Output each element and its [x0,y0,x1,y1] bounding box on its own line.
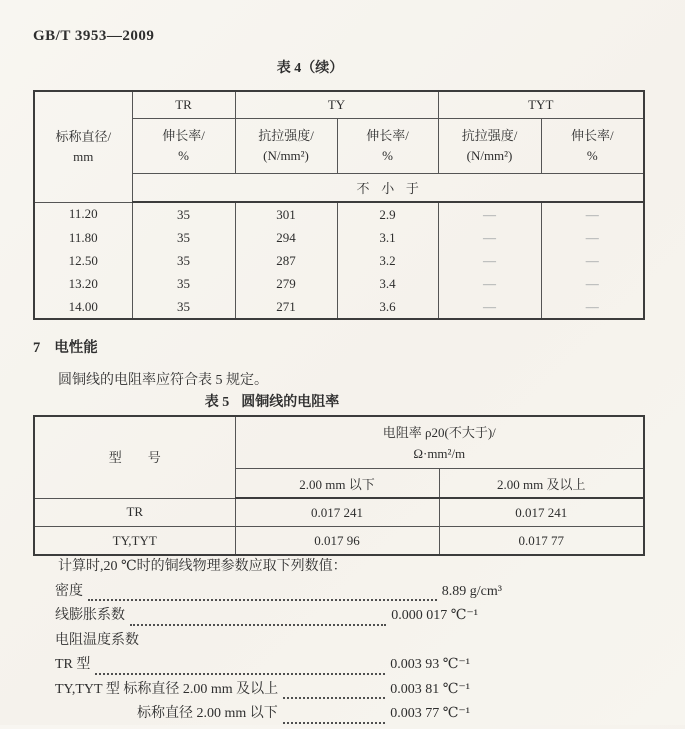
param-label: 线膨胀系数 [55,608,125,623]
param-label: TY,TYT 型 标称直径 2.00 mm 及以上 [55,681,279,697]
table-cell: 271 [235,295,337,319]
section-7-heading [33,336,98,357]
dotted-leader [130,611,386,626]
table-cell: TY,TYT [34,527,235,556]
table4-condition-not-less-than: 不小于 [132,174,644,203]
param-line-ty-above [55,680,470,705]
table-row [34,272,644,295]
table5-resistivity [33,415,645,556]
param-label: 密度 [55,583,83,599]
table-cell: 11.80 [34,226,132,249]
subheader-line1: 抗拉强度/ [258,128,314,143]
table-cell: 3.6 [337,295,438,319]
subheader-line2: % [586,148,598,163]
table4-diameter-header [34,91,132,202]
table-row [34,527,644,556]
table-cell: TR [34,498,235,527]
table-cell: 0.017 241 [439,498,644,527]
table5-caption-title: 圆铜线的电阻率 [241,395,340,410]
resistivity-header-line1: 电阻率 ρ20(不大于)/ [382,424,496,440]
table-row [34,202,644,226]
subheader-line2: (N/mm²) [263,148,309,163]
subheader-line2: % [382,148,393,163]
table-cell: — [438,226,541,249]
table5-subheader-below: 2.00 mm 以下 [235,469,439,499]
subheader-line1: 伸长率/ [570,128,614,143]
table-cell: 35 [132,295,235,319]
param-value: 0.000 017 ℃⁻¹ [391,608,478,623]
subheader-line2: % [178,148,189,163]
physical-parameters-block [55,557,502,729]
param-value: 8.89 g/cm³ [441,583,502,599]
param-line-temp-coefficient-heading [55,631,478,656]
table5-caption [0,391,577,411]
table4-subheader-tyt-elong [541,119,644,174]
table-cell: — [541,295,644,319]
subheader-line1: 抗拉强度/ [461,128,518,143]
diameter-header-line1: 标称直径/ [55,128,112,144]
table-cell: — [541,202,644,226]
table4-group-ty: TY [235,91,438,119]
table-cell: — [438,272,541,295]
dotted-leader [283,684,385,699]
table-cell: 2.9 [337,202,438,226]
table4-group-tr: TR [132,91,235,119]
diameter-header-line2: mm [73,148,94,164]
table-cell: 35 [132,272,235,295]
table-cell: 294 [235,226,337,249]
table-cell: 0.017 96 [235,527,439,556]
table-cell: 35 [132,249,235,272]
dotted-leader [95,660,385,675]
document-number: GB/T 3953—2009 [33,28,155,44]
table-cell: — [541,272,644,295]
table4-mechanical-properties [33,90,645,320]
table-cell: 301 [235,202,337,226]
table-cell: 13.20 [34,272,132,295]
param-value: 0.003 81 ℃⁻¹ [390,681,470,697]
table4-subheader-ty-elong [337,119,438,174]
param-line-tr [55,655,470,680]
subheader-line2: (N/mm²) [466,148,513,163]
param-value: 0.003 77 ℃⁻¹ [390,706,470,721]
dotted-leader [88,586,437,601]
table4-group-header-row [34,91,644,119]
param-label: 标称直径 2.00 mm 以下 [137,706,278,721]
table-cell: — [438,295,541,319]
table-cell: 0.017 241 [235,498,439,527]
table-cell: — [541,249,644,272]
table-cell: 3.1 [337,226,438,249]
table-cell: 14.00 [34,295,132,319]
table-cell: 287 [235,249,337,272]
table4-subheader-tyt-tensile [438,119,541,174]
section-number: 7 [33,340,41,356]
table-row [34,226,644,249]
table5-subheader-above: 2.00 mm 及以上 [439,469,644,499]
section-title: 电性能 [54,340,98,356]
table-cell: 11.20 [34,202,132,226]
param-value: 0.003 93 ℃⁻¹ [390,657,470,672]
table-row [34,498,644,527]
table4-subheader-tr-elong [132,119,235,174]
table-cell: 3.2 [337,249,438,272]
table-cell: 0.017 77 [439,527,644,556]
param-line-expansion [55,606,478,631]
table4-subheader-ty-tensile [235,119,337,174]
table-cell: 12.50 [34,249,132,272]
resistivity-header-line2: Ω·mm²/m [413,445,466,461]
table5-model-header: 型 号 [34,416,235,498]
table-row [34,249,644,272]
table4-group-tyt: TYT [438,91,644,119]
table-cell: 35 [132,226,235,249]
subheader-line1: 伸长率/ [366,128,409,143]
table-cell: 279 [235,272,337,295]
table4-caption: 表 4（续） [276,61,344,76]
table5-resistivity-header [235,416,644,469]
param-line-density [55,582,502,607]
table-cell: — [541,226,644,249]
param-label: 电阻温度系数 [55,632,139,648]
section-7-paragraph: 圆铜线的电阻率应符合表 5 规定。 [58,373,268,388]
table5-header-row [34,416,644,469]
table-cell: — [438,202,541,226]
table-cell: — [438,249,541,272]
subheader-line1: 伸长率/ [162,128,205,143]
table-row [34,295,644,319]
params-intro: 计算时,20 ℃时的铜线物理参数应取下列数值： [58,559,347,574]
table5-caption-label: 表 5 [204,395,230,410]
param-label: TR 型 [55,657,91,672]
table-cell: 3.4 [337,272,438,295]
table-cell: 35 [132,202,235,226]
dotted-leader [283,709,385,724]
